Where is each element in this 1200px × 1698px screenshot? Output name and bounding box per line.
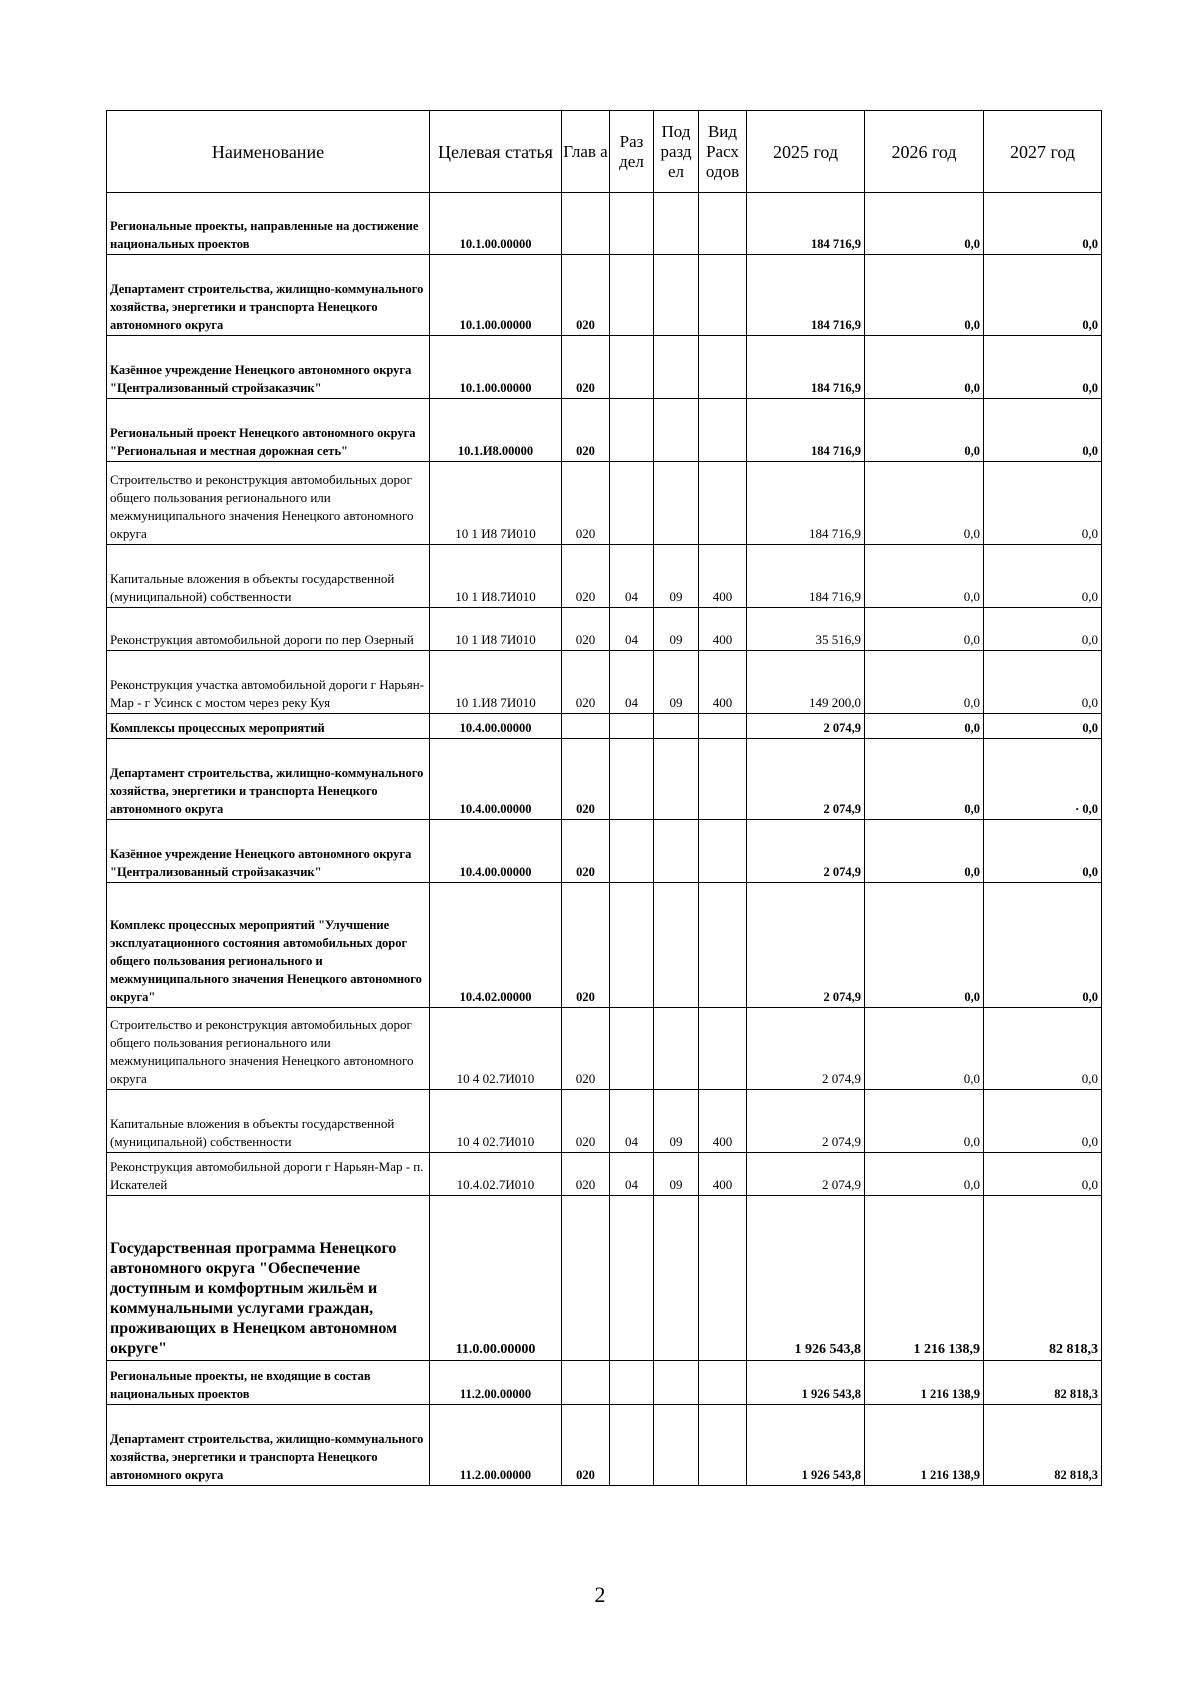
table-row: [107, 1196, 1102, 1361]
cell-name: Региональные проекты, не входящие в состав национальных проектов: [107, 1361, 430, 1405]
cell-subsection: 09: [654, 608, 699, 651]
table-row: [107, 608, 1102, 651]
cell-section: 04: [610, 1153, 654, 1196]
cell-section: [610, 714, 654, 739]
cell-target: 11.2.00.00000: [430, 1405, 562, 1486]
cell-y2027: 0,0: [984, 651, 1102, 714]
cell-y2025: 184 716,9: [747, 545, 865, 608]
cell-subsection: [654, 714, 699, 739]
cell-exp-type: 400: [699, 545, 747, 608]
table-body: [107, 193, 1102, 1486]
cell-exp-type: [699, 1361, 747, 1405]
cell-subsection: [654, 1405, 699, 1486]
header-name: Наименование: [107, 111, 430, 193]
header-2027: 2027 год: [984, 111, 1102, 193]
cell-section: [610, 820, 654, 883]
cell-y2027: 82 818,3: [984, 1405, 1102, 1486]
cell-chapter: 020: [562, 1405, 610, 1486]
cell-exp-type: [699, 883, 747, 1008]
cell-y2025: 184 716,9: [747, 255, 865, 336]
cell-chapter: 020: [562, 545, 610, 608]
cell-y2026: 0,0: [865, 255, 984, 336]
cell-chapter: 020: [562, 739, 610, 820]
cell-section: [610, 1361, 654, 1405]
cell-target: 10.4.02.00000: [430, 883, 562, 1008]
cell-y2027: 0,0: [984, 462, 1102, 545]
cell-chapter: 020: [562, 608, 610, 651]
cell-chapter: [562, 1196, 610, 1361]
table-row: [107, 820, 1102, 883]
cell-y2027: 0,0: [984, 1153, 1102, 1196]
cell-target: 10.1.00.00000: [430, 336, 562, 399]
cell-chapter: 020: [562, 399, 610, 462]
cell-y2025: 184 716,9: [747, 462, 865, 545]
cell-y2025: 2 074,9: [747, 1153, 865, 1196]
cell-section: 04: [610, 545, 654, 608]
table-row: [107, 336, 1102, 399]
cell-name: Департамент строительства, жилищно-коммунального хозяйства, энергетики и транспорта Ненецкого автономного округа: [107, 739, 430, 820]
cell-y2027: 0,0: [984, 336, 1102, 399]
cell-y2026: 1 216 138,9: [865, 1405, 984, 1486]
cell-name: Департамент строительства, жилищно-коммунального хозяйства, энергетики и транспорта Ненецкого автономного округа: [107, 255, 430, 336]
header-target: Целевая статья: [430, 111, 562, 193]
cell-exp-type: [699, 1008, 747, 1090]
cell-target: 10.4.02.7И010: [430, 1153, 562, 1196]
cell-target: 10 1 И8 7И010: [430, 462, 562, 545]
cell-y2027: 0,0: [984, 1008, 1102, 1090]
cell-chapter: 020: [562, 651, 610, 714]
cell-y2025: 149 200,0: [747, 651, 865, 714]
cell-exp-type: 400: [699, 651, 747, 714]
cell-chapter: 020: [562, 1153, 610, 1196]
table-row: [107, 739, 1102, 820]
cell-chapter: 020: [562, 883, 610, 1008]
cell-section: [610, 1008, 654, 1090]
table-row: [107, 399, 1102, 462]
table-row: [107, 1153, 1102, 1196]
cell-y2026: 1 216 138,9: [865, 1196, 984, 1361]
cell-y2027: 0,0: [984, 820, 1102, 883]
cell-y2026: 0,0: [865, 739, 984, 820]
cell-y2025: 2 074,9: [747, 1008, 865, 1090]
cell-chapter: 020: [562, 462, 610, 545]
cell-y2025: 1 926 543,8: [747, 1196, 865, 1361]
cell-section: [610, 255, 654, 336]
cell-y2025: 2 074,9: [747, 883, 865, 1008]
cell-y2025: 184 716,9: [747, 336, 865, 399]
cell-subsection: [654, 1196, 699, 1361]
cell-subsection: 09: [654, 545, 699, 608]
cell-section: [610, 399, 654, 462]
cell-name: Комплексы процессных мероприятий: [107, 714, 430, 739]
cell-subsection: [654, 1008, 699, 1090]
cell-subsection: [654, 255, 699, 336]
cell-subsection: 09: [654, 1090, 699, 1153]
cell-chapter: [562, 193, 610, 255]
cell-y2026: 0,0: [865, 714, 984, 739]
budget-table: [106, 110, 1102, 1486]
cell-y2027: 0,0: [984, 545, 1102, 608]
cell-section: [610, 1196, 654, 1361]
cell-name: Строительство и реконструкция автомобильных дорог общего пользования регионального или межмуниципального значения Ненецкого автономного округа: [107, 462, 430, 545]
cell-y2026: 0,0: [865, 883, 984, 1008]
header-2025: 2025 год: [747, 111, 865, 193]
cell-chapter: [562, 1361, 610, 1405]
cell-name: Департамент строительства, жилищно-коммунального хозяйства, энергетики и транспорта Ненецкого автономного округа: [107, 1405, 430, 1486]
header-subsection: Под разд ел: [654, 111, 699, 193]
cell-chapter: 020: [562, 255, 610, 336]
cell-subsection: [654, 399, 699, 462]
cell-section: [610, 883, 654, 1008]
cell-section: 04: [610, 1090, 654, 1153]
cell-y2027: 0,0: [984, 883, 1102, 1008]
cell-target: 10 1 И8 7И010: [430, 608, 562, 651]
cell-section: [610, 462, 654, 545]
cell-name: Региональный проект Ненецкого автономного округа "Региональная и местная дорожная сеть": [107, 399, 430, 462]
table-row: [107, 1361, 1102, 1405]
cell-y2025: 2 074,9: [747, 1090, 865, 1153]
table-row: [107, 462, 1102, 545]
cell-section: [610, 336, 654, 399]
cell-target: 10.4.00.00000: [430, 714, 562, 739]
cell-target: 10 1.И8 7И010: [430, 651, 562, 714]
cell-exp-type: 400: [699, 1153, 747, 1196]
cell-y2026: 0,0: [865, 336, 984, 399]
cell-y2026: 0,0: [865, 651, 984, 714]
cell-y2026: 0,0: [865, 399, 984, 462]
cell-exp-type: [699, 1196, 747, 1361]
cell-y2027: 0,0: [984, 714, 1102, 739]
cell-subsection: [654, 1361, 699, 1405]
cell-section: [610, 1405, 654, 1486]
cell-y2027: 0,0: [984, 193, 1102, 255]
cell-target: 10.4.00.00000: [430, 820, 562, 883]
cell-name: Государственная программа Ненецкого автономного округа "Обеспечение доступным и комфортным жильём и коммунальными услугами граждан, проживающих в Ненецком автономном округе": [107, 1196, 430, 1361]
cell-exp-type: [699, 399, 747, 462]
cell-target: 10.4.00.00000: [430, 739, 562, 820]
cell-y2025: 184 716,9: [747, 399, 865, 462]
header-chapter: Глав а: [562, 111, 610, 193]
cell-chapter: 020: [562, 336, 610, 399]
cell-exp-type: [699, 739, 747, 820]
cell-y2026: 0,0: [865, 1153, 984, 1196]
cell-subsection: [654, 820, 699, 883]
cell-y2026: 0,0: [865, 545, 984, 608]
cell-exp-type: [699, 462, 747, 545]
cell-section: [610, 193, 654, 255]
cell-y2026: 0,0: [865, 462, 984, 545]
cell-y2027: 0,0: [984, 608, 1102, 651]
cell-y2025: 1 926 543,8: [747, 1405, 865, 1486]
cell-section: [610, 739, 654, 820]
cell-target: 10 4 02.7И010: [430, 1008, 562, 1090]
cell-y2027: · 0,0: [984, 739, 1102, 820]
cell-subsection: 09: [654, 1153, 699, 1196]
cell-subsection: [654, 462, 699, 545]
table-row: [107, 545, 1102, 608]
cell-y2026: 0,0: [865, 820, 984, 883]
cell-exp-type: [699, 336, 747, 399]
table-row: [107, 255, 1102, 336]
cell-y2027: 0,0: [984, 1090, 1102, 1153]
cell-exp-type: [699, 255, 747, 336]
cell-target: 10.1.00.00000: [430, 255, 562, 336]
cell-subsection: [654, 336, 699, 399]
cell-y2025: 184 716,9: [747, 193, 865, 255]
cell-y2026: 0,0: [865, 608, 984, 651]
table-row: [107, 651, 1102, 714]
table-row: [107, 883, 1102, 1008]
cell-name: Казённое учреждение Ненецкого автономного округа "Централизованный стройзаказчик": [107, 820, 430, 883]
cell-target: 11.0.00.00000: [430, 1196, 562, 1361]
cell-chapter: [562, 714, 610, 739]
cell-y2025: 2 074,9: [747, 820, 865, 883]
table-row: [107, 193, 1102, 255]
cell-exp-type: [699, 714, 747, 739]
cell-name: Реконструкция автомобильной дороги г Нарьян-Мар - п. Искателей: [107, 1153, 430, 1196]
cell-name: Реконструкция автомобильной дороги по пер Озерный: [107, 608, 430, 651]
table-row: [107, 714, 1102, 739]
cell-exp-type: 400: [699, 608, 747, 651]
cell-y2026: 0,0: [865, 1090, 984, 1153]
cell-chapter: 020: [562, 1090, 610, 1153]
cell-exp-type: [699, 1405, 747, 1486]
table-row: [107, 1405, 1102, 1486]
cell-y2026: 0,0: [865, 193, 984, 255]
cell-y2027: 82 818,3: [984, 1361, 1102, 1405]
cell-y2025: 1 926 543,8: [747, 1361, 865, 1405]
cell-y2027: 82 818,3: [984, 1196, 1102, 1361]
cell-target: 11.2.00.00000: [430, 1361, 562, 1405]
cell-name: Строительство и реконструкция автомобильных дорог общего пользования регионального или межмуниципального значения Ненецкого автономного округа: [107, 1008, 430, 1090]
cell-subsection: [654, 193, 699, 255]
cell-subsection: [654, 883, 699, 1008]
cell-target: 10 1 И8.7И010: [430, 545, 562, 608]
cell-y2026: 1 216 138,9: [865, 1361, 984, 1405]
cell-exp-type: [699, 193, 747, 255]
cell-name: Капитальные вложения в объекты государственной (муниципальной) собственности: [107, 545, 430, 608]
cell-exp-type: 400: [699, 1090, 747, 1153]
header-section: Раз дел: [610, 111, 654, 193]
cell-name: Региональные проекты, направленные на достижение национальных проектов: [107, 193, 430, 255]
table-row: [107, 1090, 1102, 1153]
header-exp-type: Вид Расх одов: [699, 111, 747, 193]
cell-subsection: [654, 739, 699, 820]
cell-chapter: 020: [562, 1008, 610, 1090]
cell-exp-type: [699, 820, 747, 883]
cell-name: Казённое учреждение Ненецкого автономного округа "Централизованный стройзаказчик": [107, 336, 430, 399]
header-row: [107, 111, 1102, 193]
table-row: [107, 1008, 1102, 1090]
cell-target: 10.1.00.00000: [430, 193, 562, 255]
header-2026: 2026 год: [865, 111, 984, 193]
cell-y2025: 2 074,9: [747, 739, 865, 820]
cell-y2026: 0,0: [865, 1008, 984, 1090]
cell-section: 04: [610, 608, 654, 651]
cell-subsection: 09: [654, 651, 699, 714]
cell-name: Реконструкция участка автомобильной дороги г Нарьян-Мар - г Усинск с мостом через реку Куя: [107, 651, 430, 714]
cell-name: Капитальные вложения в объекты государственной (муниципальной) собственности: [107, 1090, 430, 1153]
cell-y2027: 0,0: [984, 399, 1102, 462]
cell-y2025: 35 516,9: [747, 608, 865, 651]
cell-y2027: 0,0: [984, 255, 1102, 336]
cell-chapter: 020: [562, 820, 610, 883]
cell-target: 10.1.И8.00000: [430, 399, 562, 462]
cell-target: 10 4 02.7И010: [430, 1090, 562, 1153]
cell-y2025: 2 074,9: [747, 714, 865, 739]
cell-name: Комплекс процессных мероприятий "Улучшение эксплуатационного состояния автомобильных дорог общего пользования регионального и межмуниципального значения Ненецкого автономного округа": [107, 883, 430, 1008]
page-number: 2: [594, 1582, 606, 1607]
cell-section: 04: [610, 651, 654, 714]
